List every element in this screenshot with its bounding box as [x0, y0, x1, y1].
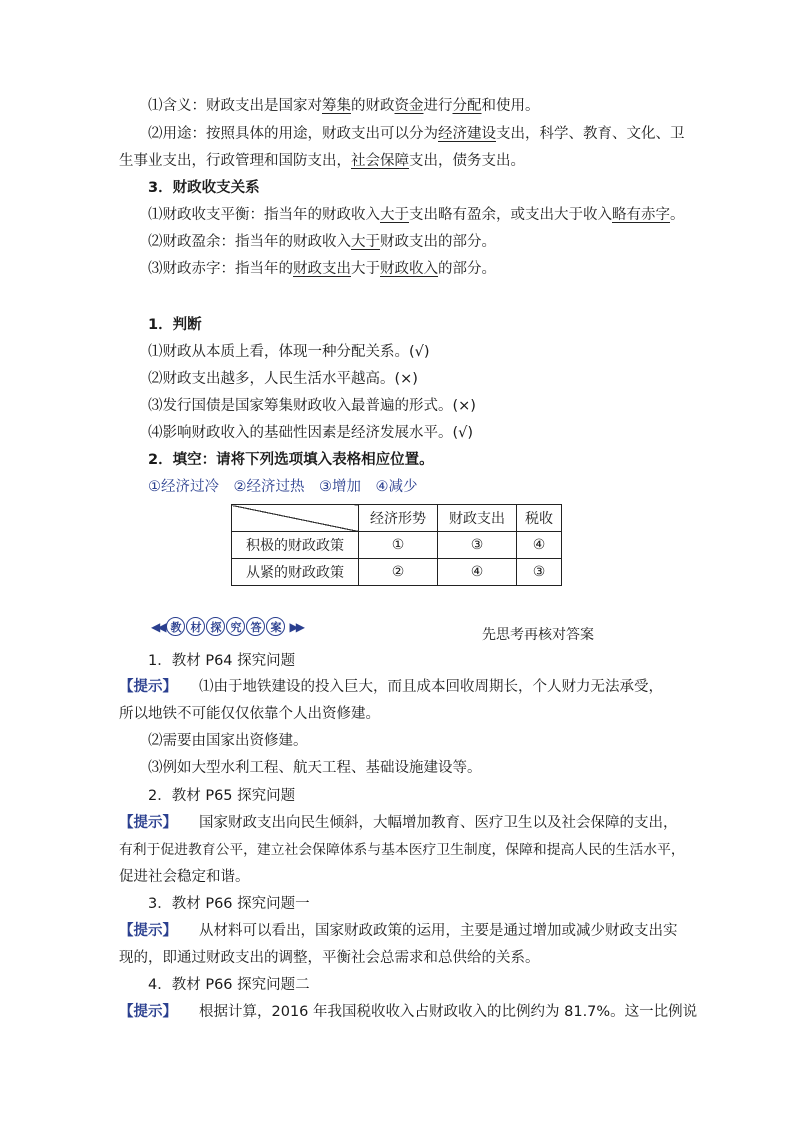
diagonal-header-cell — [232, 505, 359, 532]
text-fragment: 的部分。 — [438, 261, 496, 277]
question-heading: 2．教材 P65 探究问题 — [148, 788, 296, 804]
banner-char: 案 — [266, 617, 285, 636]
text-fragment: 生事业支出，行政管理和国防支出， — [119, 153, 351, 169]
underlined-term: 略有赤字 — [612, 207, 670, 223]
section-heading: 3．财政收支关系 — [148, 180, 260, 196]
text-fragment: 。 — [670, 207, 685, 223]
text-fragment: 支出，债务支出。 — [409, 153, 525, 169]
banner-char: 材 — [186, 617, 205, 636]
note-text: 先思考再核对答案 — [482, 627, 594, 643]
table-cell: ① — [359, 532, 438, 559]
table-cell: ② — [359, 559, 438, 586]
underlined-term: 大于 — [351, 234, 380, 250]
table-cell: ③ — [517, 559, 562, 586]
answer-line: ⑶例如大型水利工程、航天工程、基础设施建设等。 — [148, 760, 482, 776]
row-label: 积极的财政政策 — [232, 532, 359, 559]
policy-table — [231, 504, 562, 586]
table-cell: ④ — [438, 559, 517, 586]
judge-item: ⑵财政支出越多，人民生活水平越高。(×) — [148, 371, 418, 387]
answer-line: 促进社会稳定和谐。 — [119, 869, 250, 885]
question-heading: 4．教材 P66 探究问题二 — [148, 977, 310, 993]
underlined-term: 财政支出 — [293, 261, 351, 277]
right-arrows-icon: ▶▶ — [289, 619, 302, 634]
table-cell: ③ — [438, 532, 517, 559]
text-fragment: 大于 — [351, 261, 380, 277]
section-heading: 2．填空：请将下列选项填入表格相应位置。 — [148, 452, 434, 468]
answer-text: 国家财政支出向民生倾斜，大幅增加教育、医疗卫生以及社会保障的支出， — [199, 815, 678, 831]
text-line — [148, 124, 685, 144]
underlined-term: 分配 — [452, 98, 482, 114]
text-fragment: 支出，科学、教育、文化、卫 — [496, 126, 685, 142]
section-heading: 1．判断 — [148, 317, 202, 333]
answer-line: 所以地铁不可能仅仅依靠个人出资修建。 — [119, 706, 380, 722]
row-label: 从紧的财政政策 — [232, 559, 359, 586]
fill-options: ①经济过冷 ②经济过热 ③增加 ④减少 — [148, 479, 418, 495]
left-arrows-icon: ◀◀ — [151, 619, 164, 634]
answer-line: ⑵需要由国家出资修建。 — [148, 733, 308, 749]
underlined-term: 财政收入 — [380, 261, 438, 277]
underlined-term: 大于 — [380, 207, 409, 223]
table-header-cell: 财政支出 — [438, 505, 517, 532]
answer-text: 根据计算，2016 年我国税收收入占财政收入的比例约为 81.7%。这一比例说 — [199, 1004, 698, 1020]
question-heading: 1．教材 P64 探究问题 — [148, 653, 296, 669]
judge-item: ⑴财政从本质上看，体现一种分配关系。(√) — [148, 344, 430, 360]
hint-label: 【提示】 — [119, 679, 177, 695]
table-header-row — [232, 505, 562, 532]
text-fragment: 的财政 — [351, 98, 395, 114]
text-fragment: 进行 — [423, 98, 453, 114]
text-line — [148, 259, 496, 279]
text-line — [119, 151, 525, 171]
judge-item: ⑶发行国债是国家筹集财政收入最普遍的形式。(×) — [148, 398, 476, 414]
answer-line: 有利于促进教育公平，建立社会保障体系与基本医疗卫生制度，保障和提高人民的生活水平， — [119, 842, 685, 858]
question-heading: 3．教材 P66 探究问题一 — [148, 896, 310, 912]
table-cell: ④ — [517, 532, 562, 559]
judge-item: ⑷影响财政收入的基础性因素是经济发展水平。(√) — [148, 425, 474, 441]
text-line — [148, 232, 496, 252]
text-fragment: 财政支出的部分。 — [380, 234, 496, 250]
text-fragment: ⑴财政收支平衡：指当年的财政收入 — [148, 207, 380, 223]
table-header-cell: 税收 — [517, 505, 562, 532]
hint-label: 【提示】 — [119, 923, 177, 939]
text-line — [148, 96, 540, 116]
hint-label: 【提示】 — [119, 815, 177, 831]
answer-line — [119, 921, 678, 941]
text-line — [148, 205, 685, 225]
text-fragment: ⑴含义：财政支出是国家对 — [148, 98, 322, 114]
answer-line — [119, 813, 678, 833]
banner-char: 究 — [226, 617, 245, 636]
answer-text: 从材料可以看出，国家财政政策的运用，主要是通过增加或减少财政支出实 — [199, 923, 678, 939]
text-fragment: ⑵财政盈余：指当年的财政收入 — [148, 234, 351, 250]
text-fragment: ⑵用途：按照具体的用途，财政支出可以分为 — [148, 126, 438, 142]
underlined-term: 资金 — [394, 98, 424, 114]
hint-label: 【提示】 — [119, 1004, 177, 1020]
answer-line: 现的，即通过财政支出的调整，平衡社会总需求和总供给的关系。 — [119, 950, 540, 966]
section-banner — [148, 617, 305, 636]
banner-char: 探 — [206, 617, 225, 636]
banner-char: 答 — [246, 617, 265, 636]
answer-line — [119, 1002, 697, 1022]
table-header-cell: 经济形势 — [359, 505, 438, 532]
text-fragment: 和使用。 — [481, 98, 540, 114]
text-fragment: 支出略有盈余，或支出大于收入 — [409, 207, 612, 223]
table-row — [232, 559, 562, 586]
banner-char: 教 — [166, 617, 185, 636]
underlined-term: 社会保障 — [351, 153, 409, 169]
underlined-term: 经济建设 — [438, 126, 496, 142]
table-row — [232, 532, 562, 559]
answer-line — [119, 677, 663, 697]
answer-text: ⑴由于地铁建设的投入巨大，而且成本回收周期长，个人财力无法承受， — [199, 679, 663, 695]
text-fragment: ⑶财政赤字：指当年的 — [148, 261, 293, 277]
underlined-term: 筹集 — [322, 98, 351, 114]
